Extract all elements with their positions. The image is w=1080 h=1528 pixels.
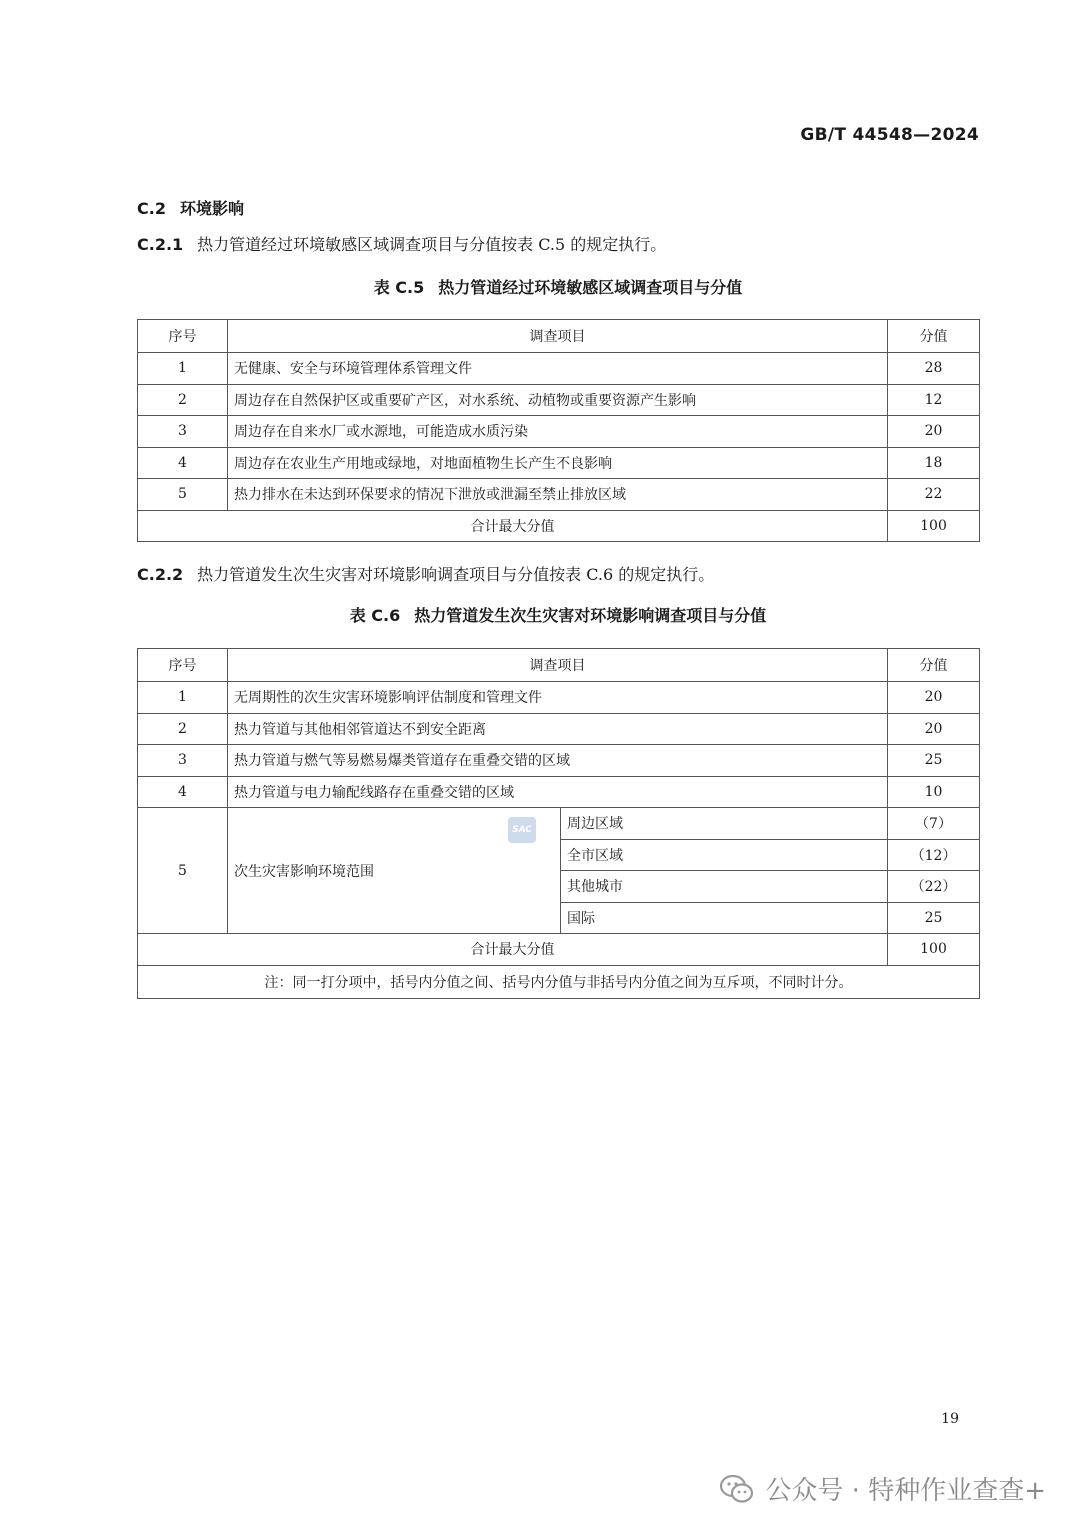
cell-subitem: 国际 (561, 902, 888, 934)
header-no: 序号 (138, 649, 228, 682)
cell-score: 12 (888, 384, 980, 416)
sac-logo-text: SAC (512, 825, 532, 835)
clause-number: C.2.2 (137, 565, 184, 584)
cell-no: 3 (138, 745, 228, 777)
table-title-text: 热力管道发生次生灾害对环境影响调查项目与分值 (414, 606, 767, 625)
header-item: 调查项目 (228, 649, 888, 682)
cell-item: 热力排水在未达到环保要求的情况下泄放或泄漏至禁止排放区域 (228, 479, 888, 511)
section-title: 环境影响 (179, 199, 244, 218)
cell-item: 热力管道与其他相邻管道达不到安全距离 (228, 713, 888, 745)
header-score: 分值 (888, 320, 980, 353)
table-number: 表 C.6 (349, 606, 401, 625)
clause-text: 热力管道发生次生灾害对环境影响调查项目与分值按表 C.6 的规定执行。 (197, 565, 715, 584)
cell-no: 4 (138, 447, 228, 479)
table-c5-title (137, 275, 979, 298)
cell-item: 周边存在自来水厂或水源地，可能造成水质污染 (228, 416, 888, 448)
table-row (138, 808, 980, 840)
cell-score: 25 (888, 745, 980, 777)
section-number: C.2 (137, 199, 166, 218)
table-c6 (137, 648, 980, 999)
total-label: 合计最大分值 (138, 510, 888, 542)
clause-c2-1 (137, 232, 666, 255)
header-score: 分值 (888, 649, 980, 682)
cell-subitem: 周边区域 (561, 808, 888, 840)
table-note: 注：同一打分项中，括号内分值之间、括号内分值与非括号内分值之间为互斥项，不同时计分。 (138, 965, 980, 998)
cell-no: 5 (138, 808, 228, 934)
table-row (138, 479, 980, 511)
page-number: 19 (941, 1411, 959, 1427)
cell-item: 周边存在农业生产用地或绿地，对地面植物生长产生不良影响 (228, 447, 888, 479)
section-heading (137, 196, 244, 219)
cell-subitem: 全市区域 (561, 839, 888, 871)
table-total-row (138, 934, 980, 966)
cell-score: 20 (888, 713, 980, 745)
header-no: 序号 (138, 320, 228, 353)
table-row (138, 776, 980, 808)
cell-score: 18 (888, 447, 980, 479)
cell-no: 2 (138, 713, 228, 745)
cell-score: （7） (888, 808, 980, 840)
cell-no: 1 (138, 353, 228, 385)
table-title-text: 热力管道经过环境敏感区域调查项目与分值 (438, 278, 743, 297)
cell-score: 20 (888, 416, 980, 448)
cell-item: 无周期性的次生灾害环境影响评估制度和管理文件 (228, 682, 888, 714)
cell-no: 5 (138, 479, 228, 511)
table-row (138, 447, 980, 479)
table-row (138, 682, 980, 714)
cell-item: 热力管道与燃气等易燃易爆类管道存在重叠交错的区域 (228, 745, 888, 777)
table-c6-title (137, 603, 979, 626)
header-item: 调查项目 (228, 320, 888, 353)
clause-text: 热力管道经过环境敏感区域调查项目与分值按表 C.5 的规定执行。 (197, 235, 667, 254)
table-note-row (138, 965, 980, 998)
total-label: 合计最大分值 (138, 934, 888, 966)
cell-score: （12） (888, 839, 980, 871)
table-total-row (138, 510, 980, 542)
cell-item: 热力管道与电力输配线路存在重叠交错的区域 (228, 776, 888, 808)
cell-item: 无健康、安全与环境管理体系管理文件 (228, 353, 888, 385)
clause-number: C.2.1 (137, 235, 184, 254)
cell-score: 28 (888, 353, 980, 385)
sac-watermark-logo (508, 817, 536, 843)
total-score: 100 (888, 510, 980, 542)
table-row (138, 384, 980, 416)
cell-item: 周边存在自然保护区或重要矿产区，对水系统、动植物或重要资源产生影响 (228, 384, 888, 416)
cell-no: 1 (138, 682, 228, 714)
total-score: 100 (888, 934, 980, 966)
cell-score: 25 (888, 902, 980, 934)
cell-no: 3 (138, 416, 228, 448)
table-number: 表 C.5 (373, 278, 425, 297)
cell-score: 22 (888, 479, 980, 511)
footer-watermark (719, 1470, 1046, 1507)
cell-no: 2 (138, 384, 228, 416)
cell-score: 20 (888, 682, 980, 714)
table-row (138, 416, 980, 448)
table-row (138, 353, 980, 385)
table-header-row (138, 649, 980, 682)
table-row (138, 745, 980, 777)
table-c5 (137, 319, 980, 542)
table-row (138, 713, 980, 745)
footer-watermark-text: 公众号 · 特种作业查查+ (765, 1476, 1046, 1506)
cell-score: （22） (888, 871, 980, 903)
clause-c2-2 (137, 562, 714, 585)
cell-subitem: 其他城市 (561, 871, 888, 903)
cell-score: 10 (888, 776, 980, 808)
wechat-icon (719, 1474, 755, 1504)
cell-no: 4 (138, 776, 228, 808)
cell-item: 次生灾害影响环境范围 (228, 808, 561, 934)
table-header-row (138, 320, 980, 353)
standard-number: GB/T 44548—2024 (800, 125, 979, 145)
